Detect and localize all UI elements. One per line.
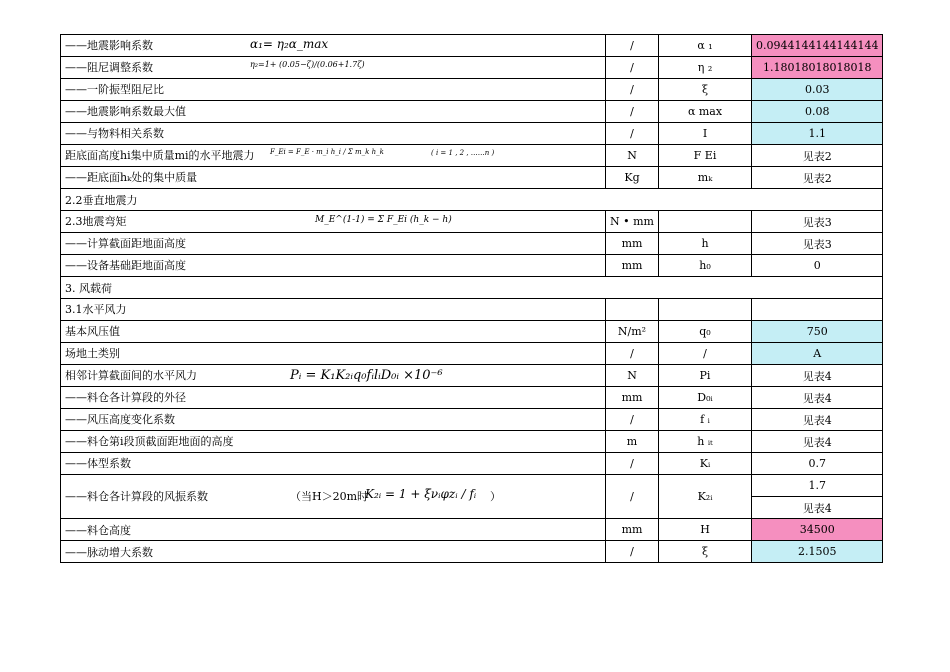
value-cell[interactable]: 见表4 <box>752 431 883 453</box>
table-row <box>61 409 883 431</box>
desc-cell[interactable] <box>61 475 606 519</box>
desc-text: ——料仓各计算段的外径 <box>65 391 186 404</box>
symbol-cell[interactable]: Kᵢ <box>659 453 752 475</box>
unit-cell[interactable]: / <box>606 101 659 123</box>
value-cell[interactable]: 0.03 <box>752 79 883 101</box>
symbol-cell[interactable] <box>659 211 752 233</box>
desc-cell[interactable]: ——脉动增大系数 <box>61 541 606 563</box>
desc-cell[interactable] <box>61 145 606 167</box>
table-row <box>61 387 883 409</box>
symbol-cell[interactable]: mₖ <box>659 167 752 189</box>
desc-text: ——体型系数 <box>65 457 131 470</box>
symbol-cell[interactable]: D₀ᵢ <box>659 387 752 409</box>
table-row <box>61 167 883 189</box>
unit-cell[interactable]: / <box>606 57 659 79</box>
desc-cell[interactable] <box>61 101 606 123</box>
desc-text: 相邻计算截面间的水平风力 <box>65 369 197 382</box>
value-cell[interactable]: 34500 <box>752 519 883 541</box>
value-cell[interactable]: 1.1 <box>752 123 883 145</box>
formula-index: ( i = 1 , 2 , ……n ) <box>431 149 495 157</box>
symbol-cell[interactable]: h₀ <box>659 255 752 277</box>
section-heading[interactable]: 2.2垂直地震力 <box>61 189 883 211</box>
table-row <box>61 79 883 101</box>
desc-cell[interactable] <box>61 255 606 277</box>
unit-cell[interactable]: / <box>606 475 659 519</box>
symbol-cell[interactable]: f ᵢ <box>659 409 752 431</box>
formula: M_E^(1-1) = Σ F_Ei (h_k − h) <box>315 215 452 225</box>
value-cell[interactable]: 1.7 <box>752 475 883 497</box>
table-row <box>61 123 883 145</box>
desc-text: ——料仓各计算段的风振系数 <box>65 490 208 503</box>
value-cell[interactable]: 见表4 <box>752 409 883 431</box>
unit-cell[interactable]: / <box>606 453 659 475</box>
desc-text: ——与物料相关系数 <box>65 127 164 140</box>
formula: K₂ᵢ = 1 + ξνᵢφzᵢ / fᵢ <box>365 487 477 501</box>
symbol-cell[interactable]: Pi <box>659 365 752 387</box>
desc-text: 2.3地震弯矩 <box>65 215 127 228</box>
value-cell[interactable]: 1.18018018018018 <box>752 57 883 79</box>
unit-cell[interactable]: N/m² <box>606 321 659 343</box>
value-cell[interactable]: 0.0944144144144144 <box>752 35 883 57</box>
desc-cell[interactable] <box>61 387 606 409</box>
table-row <box>61 35 883 57</box>
table-row <box>61 343 883 365</box>
desc-text: ——阻尼调整系数 <box>65 61 153 74</box>
desc-cell[interactable] <box>61 409 606 431</box>
desc-cell[interactable] <box>61 299 606 321</box>
desc-cell[interactable] <box>61 79 606 101</box>
desc-cell[interactable] <box>61 233 606 255</box>
unit-cell[interactable]: mm <box>606 519 659 541</box>
value-cell[interactable]: 0.7 <box>752 453 883 475</box>
desc-text: 3.1水平风力 <box>65 303 127 316</box>
formula-note: （当H＞20m时 <box>290 490 369 503</box>
table-row <box>61 475 883 497</box>
value-cell[interactable]: 见表3 <box>752 233 883 255</box>
table-row <box>61 519 883 541</box>
desc-cell[interactable] <box>61 343 606 365</box>
desc-text: ——料仓第i段顶截面距地面的高度 <box>65 435 234 448</box>
value-cell[interactable]: 0 <box>752 255 883 277</box>
symbol-cell[interactable]: α max <box>659 101 752 123</box>
symbol-cell[interactable]: / <box>659 343 752 365</box>
unit-cell[interactable]: mm <box>606 255 659 277</box>
value-cell[interactable]: 0.08 <box>752 101 883 123</box>
table-row <box>61 255 883 277</box>
symbol-cell[interactable]: H <box>659 519 752 541</box>
unit-cell[interactable]: / <box>606 35 659 57</box>
desc-text: 场地土类别 <box>65 347 120 360</box>
value-cell[interactable]: 见表4 <box>752 365 883 387</box>
unit-cell[interactable]: N • mm <box>606 211 659 233</box>
desc-cell[interactable]: ——料仓高度 <box>61 519 606 541</box>
value-cell[interactable]: 见表3 <box>752 211 883 233</box>
symbol-cell[interactable]: ξ <box>659 541 752 563</box>
unit-cell[interactable]: N <box>606 145 659 167</box>
table-row <box>61 431 883 453</box>
desc-cell[interactable] <box>61 365 606 387</box>
unit-cell[interactable]: / <box>606 79 659 101</box>
symbol-cell[interactable]: η ₂ <box>659 57 752 79</box>
desc-cell[interactable] <box>61 431 606 453</box>
unit-cell[interactable]: / <box>606 541 659 563</box>
symbol-cell[interactable]: F Ei <box>659 145 752 167</box>
table-row <box>61 233 883 255</box>
value-cell[interactable]: 见表2 <box>752 145 883 167</box>
desc-text: ——计算截面距地面高度 <box>65 237 186 250</box>
symbol-cell[interactable]: K₂ᵢ <box>659 475 752 519</box>
desc-cell[interactable] <box>61 211 606 233</box>
symbol-cell[interactable]: ξ <box>659 79 752 101</box>
unit-cell[interactable]: N <box>606 365 659 387</box>
table-row <box>61 145 883 167</box>
calculation-sheet <box>60 34 883 563</box>
formula: F_Ei = F_E · m_i h_i / Σ m_k h_k <box>270 148 384 156</box>
formula: η₂=1+ (0.05−ζ)/(0.06+1.7ζ) <box>250 60 365 69</box>
desc-cell[interactable] <box>61 35 606 57</box>
unit-cell[interactable]: / <box>606 123 659 145</box>
desc-cell[interactable] <box>61 57 606 79</box>
value-cell[interactable]: 见表4 <box>752 497 883 519</box>
value-cell[interactable]: A <box>752 343 883 365</box>
value-cell[interactable]: 见表2 <box>752 167 883 189</box>
desc-text: ——一阶振型阻尼比 <box>65 83 164 96</box>
desc-text: ——地震影响系数最大值 <box>65 105 186 118</box>
value-cell[interactable]: 见表4 <box>752 387 883 409</box>
desc-cell[interactable] <box>61 167 606 189</box>
unit-cell[interactable]: mm <box>606 387 659 409</box>
desc-text: 基本风压值 <box>65 325 120 338</box>
formula: α₁= η₂α_max <box>250 37 329 51</box>
unit-cell[interactable] <box>606 299 659 321</box>
unit-cell[interactable]: Kg <box>606 167 659 189</box>
symbol-cell[interactable]: h <box>659 233 752 255</box>
table-row <box>61 211 883 233</box>
desc-cell[interactable] <box>61 453 606 475</box>
table-row <box>61 299 883 321</box>
value-cell[interactable]: 750 <box>752 321 883 343</box>
desc-text: ——距底面hₖ处的集中质量 <box>65 171 198 184</box>
value-cell[interactable]: 2.1505 <box>752 541 883 563</box>
desc-text: ——地震影响系数 <box>65 39 153 52</box>
table-row <box>61 189 883 211</box>
table-row <box>61 321 883 343</box>
desc-cell[interactable] <box>61 123 606 145</box>
symbol-cell[interactable]: α ₁ <box>659 35 752 57</box>
unit-cell[interactable]: / <box>606 343 659 365</box>
table-row <box>61 101 883 123</box>
sheet-body <box>61 35 883 563</box>
symbol-cell[interactable]: h ᵢₜ <box>659 431 752 453</box>
symbol-cell[interactable]: q₀ <box>659 321 752 343</box>
unit-cell[interactable]: mm <box>606 233 659 255</box>
desc-text: 距底面高度hi集中质量mi的水平地震力 <box>65 149 255 162</box>
table-row <box>61 57 883 79</box>
desc-text: ——风压高度变化系数 <box>65 413 175 426</box>
section-heading[interactable]: 3. 风载荷 <box>61 277 883 299</box>
desc-cell[interactable] <box>61 321 606 343</box>
table-row <box>61 277 883 299</box>
table-row <box>61 453 883 475</box>
formula: Pᵢ = K₁K₂ᵢq₀fᵢlᵢD₀ᵢ ×10⁻⁶ <box>290 368 443 383</box>
value-cell[interactable] <box>752 299 883 321</box>
desc-text: ——设备基础距地面高度 <box>65 259 186 272</box>
symbol-cell[interactable]: I <box>659 123 752 145</box>
table-row <box>61 365 883 387</box>
table-row <box>61 541 883 563</box>
formula-close: ） <box>490 490 501 503</box>
unit-cell[interactable]: / <box>606 409 659 431</box>
unit-cell[interactable]: m <box>606 431 659 453</box>
symbol-cell[interactable] <box>659 299 752 321</box>
